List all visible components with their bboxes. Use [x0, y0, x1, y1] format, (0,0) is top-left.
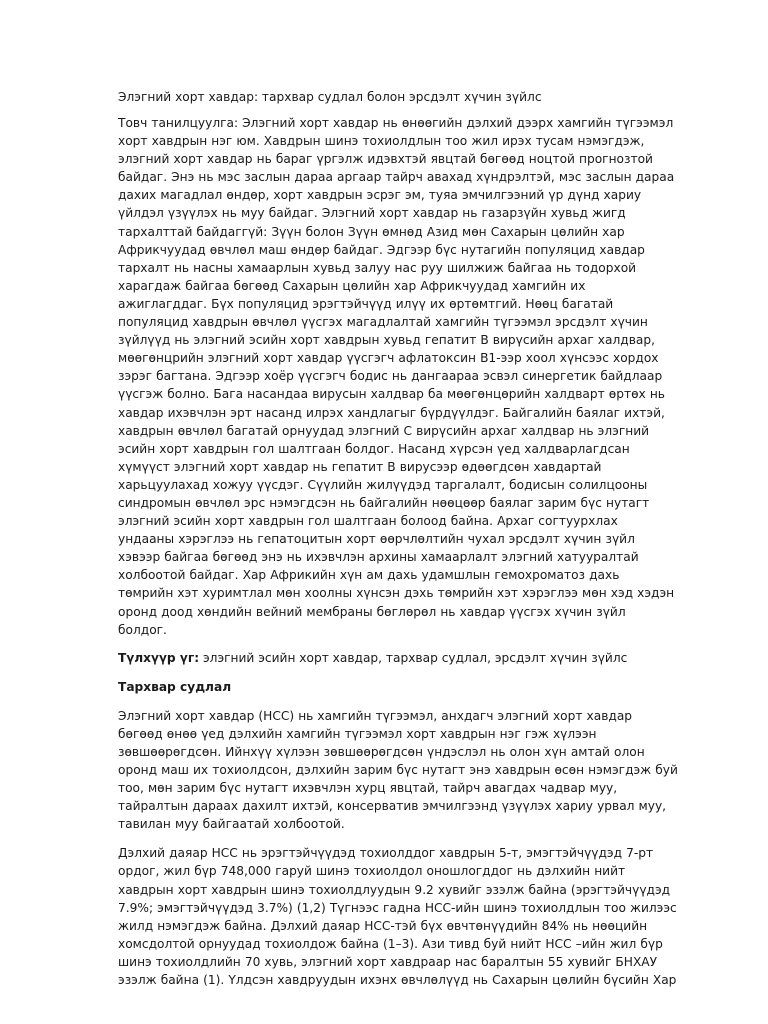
section-heading: Тархвар судлал	[118, 679, 232, 694]
keywords-label: Түлхүүр үг:	[118, 650, 200, 665]
body-paragraph-2: Дэлхий даяар HCC нь эрэгтэйчүүдэд тохиолддог хавдрын 5-т, эмэгтэйчүүдэд 7-рт ордог, жил бүр 748,000 гаруй шинэ тохиолдол оношлогддог нь дэлхийн нийт хавдрын хорт хавдрын шинэ тохиолдлуудын 9.2 хувийг эзэлж байна (эрэгтэйчүүдэд 7.9%; эмэгтэйчүүдэд 3.7%) (1,2) Түгнээс гадна HCC-ийн шинэ тохиолдлын тоо жилээс жилд нэмэгдэж байна. Дэлхий даяар HCC-тэй бүх өвчтөнүүдийн 84% нь нөөцийн хомсдолтой орнуудад тохиолдож байна (1–3). Ази тивд буй нийт HCC –ийн жил бүр шинэ тохиолдлийн 70 хувь, элэгний хорт хавдраар нас баралтын 55 хувийг БНХАУ эзэлж байна (1). Үлдсэн хавдруудын ихэнх өвчлөлүүд нь Сахарын цөлийн бүсийн Хар	[118, 846, 677, 988]
keywords-text: элэгний эсийн хорт хавдар, тархвар судлал, эрсдэлт хүчин зүйлс	[199, 650, 628, 665]
abstract-paragraph: Товч танилцуулга: Элэгний хорт хавдар нь өнөөгийн дэлхий дээрх хамгийн түгээмэл хорт хавдрын нэг юм. Хавдрын шинэ тохиолдлын тоо жил ирэх тусам нэмэгдэж, элэгний хорт хавдар нь бараг үргэлж идэвхтэй явцтай бөгөөд ноцтой прогнозтой байдаг. Энэ нь мэс заслын дараа аргаар тайрч авахад хүндрэлтэй, мэс заслын дараа дахих магадлал өндөр, хорт хавдрын эсрэг эм, туяа эмчилгээний үр дүнд хариу үйлдэл үзүүлэх нь муу байдаг. Элэгний хорт хавдар нь газарзүйн хувьд жигд тархалттай байдаггүй: Зүүн болон Зүүн өмнөд Азид мөн Сахарын цөлийн хар Африкчуудад өвчлөл маш өндөр байдаг. Эдгээр бүс нутагийн популяцид хавдар тархалт нь насны хамаарлын хувьд залуу нас руу шилжиж байгаа нь тодорхой харагдаж байгаа бөгөөд Сахарын цөлийн хар Африкчуудад хамгийн их ажиглагддаг. Бүх популяцид эрэгтэйчүүд илүү их өртөмтгий. Нөөц багатай популяцид хавдрын өвчлөл үүсгэх магадлалтай хамгийн түгээмэл эрсдэлт хүчин зүйлүүд нь элэгний эсийн хорт хавдрын хувьд гепатит В вирүсийн архаг халдвар, мөөгөнцрийн элэгний хорт хавдар үүсгэгч афлатоксин В1-ээр хоол хүнсээс хордох зэрэг багтана. Эдгээр хоёр үүсгэгч бодис нь дангаараа эсвэл синергетик байдлаар үүсгэж болно. Бага насандаа вирусын халдвар ба мөөгөнцөрийн халдварт өртөх нь хавдар ихэвчлэн эрт насанд илрэх хандлагыг бүрдүүлдэг. Байгалийн баялаг ихтэй, хавдрын өвчлөл багатай орнуудад элэгний С вирүсийн архаг халдвар нь элэгний эсийн хорт хавдрын гол шалтгаан болдог. Насанд хүрсэн үед халдварлагдсан хүмүүст элэгний хорт хавдар нь гепатит В вирусээр өдөөгдсөн хавдартай харьцуулахад хожуу үүсдэг. Сүүлийн жилүүдэд таргалалт, бодисын солилцооны синдромын өвчлөл эрс нэмэгдсэн нь байгалийн нөөцөөр баялаг зарим бүс нутагт элэгний эсийн хорт хавдрын гол шалтгаан болоод байна. Архаг согтуурхлах ундааны хэрэглээ нь гепатоцитын хорт өөрчлөлтийн чухал эрсдэлт хүчин зүйл хэвээр байгаа бөгөөд энэ нь ихэвчлэн архины хамаарлалт элэгний хатууралтай холбоотой байдаг. Хар Африкийн хүн ам дахь удамшлын гемохроматоз дахь төмрийн хэт хуримтлал мөн хоолны хүнсэн дэхь төмрийн хэт хэрэглээ мөн хэд хэдэн оронд доод хөндийн вейний мембраны бөглөрөл нь хавдар үүсгэх хүчин зүйл болдог.	[118, 116, 675, 637]
document-page	[118, 88, 678, 1000]
body-paragraph-1: Элэгний хорт хавдар (HCC) нь хамгийн түгээмэл, анхдагч элэгний хорт хавдар бөгөөд өнөө үед дэлхийн хамгийн түгээмэл хорт хавдрын нэг гэж хүлээн зөвшөөрөгдсөн. Ийнхүү хүлээн зөвшөөрөгдсөн үндэслэл нь олон хүн амтай олон оронд маш их тохиолдсон, дэлхийн зарим бүс нутагт энэ хавдрын өсөн нэмэгдэж буй тоо, мөн зарим бүс нутагт ихэвчлэн хурц явцтай, тайрч авагдах чадвар муу, тайралтын дараах дахилт ихтэй, консерватив эмчилгээнд үзүүлэх хариу урвал муу, тавилан муу байгаатай холбоотой.	[118, 708, 678, 832]
document-title: Элэгний хорт хавдар: тархвар судлал болон эрсдэлт хүчин зүйлс	[118, 90, 542, 104]
keywords-line	[118, 649, 678, 667]
